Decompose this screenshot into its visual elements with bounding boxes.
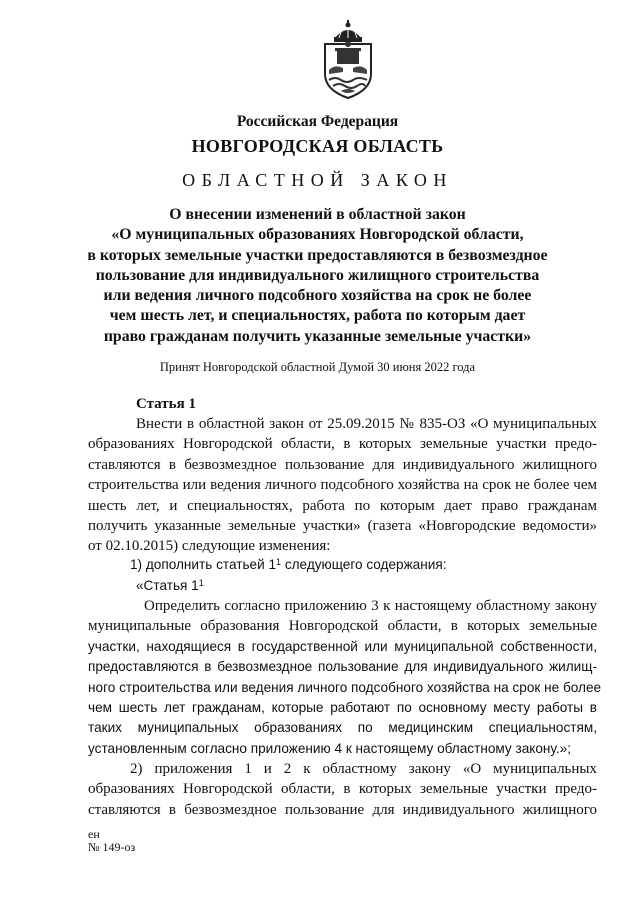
law-title	[0, 205, 635, 347]
text-line: Внести в областной закон от 25.09.2015 № 835-ОЗ «О муниципальных	[136, 416, 597, 432]
text-line: от 02.10.2015) следующие изменения:	[88, 538, 331, 555]
text-line: установленным согласно приложению 4 к настоящему областному закону.»;	[88, 740, 571, 756]
country-name: Российская Федерация	[236, 113, 399, 130]
list-item-1	[88, 555, 597, 575]
text-line: ставляются в безвозмездное пользование для индивидуального жилищного	[88, 456, 597, 473]
footer	[88, 828, 135, 854]
law-type: ОБЛАСТНОЙ ЗАКОН	[182, 170, 453, 190]
novgorod-coat-of-arms-icon	[315, 20, 381, 100]
text-line: ставляются в безвозмездное пользование для индивидуального жилищного	[88, 801, 597, 818]
quote-heading-text: «Статья 1	[136, 578, 199, 593]
text-line: строительства или ведения личного подсобного хозяйства на срок не более чем	[88, 477, 597, 494]
text-line	[88, 555, 597, 575]
law-title-line: «О муниципальных образованиях Новгородской области,	[111, 226, 524, 244]
paragraph-item-2	[88, 759, 597, 820]
text-line: образованиях Новгородской области, в которых земельные участки предо-	[88, 781, 597, 798]
footer-initials: ен	[88, 827, 100, 841]
text-line: получить указанные земельные участки» (газета «Новгородские ведомости»	[88, 517, 597, 534]
law-title-line: право гражданам получить указанные земельные участки»	[103, 327, 532, 345]
article-heading: Статья 1	[136, 396, 196, 412]
text-line: участки, находящиеся в государственной или муниципальной собственности,	[88, 638, 597, 654]
superscript: 1	[276, 557, 282, 567]
law-title-line: пользование для индивидуального жилищного строительства	[95, 266, 540, 284]
text-line: чем шесть лет гражданам, которые работают по основному месту работы в	[88, 699, 597, 715]
law-title-line: чем шесть лет, и специальностях, работа по которым дает	[109, 307, 526, 325]
item-text: 1) дополнить статьей 1	[130, 557, 277, 572]
text-line: ного строительства или ведения личного подсобного хозяйства на срок не более	[88, 679, 602, 695]
text-line: таких муниципальных образованиях по медицинским специальностям,	[88, 720, 597, 736]
adoption-note: Принят Новгородской областной Думой 30 июня 2022 года	[159, 360, 476, 374]
paragraph-amendment	[88, 414, 597, 557]
item-text-tail: следующего содержания:	[281, 557, 447, 572]
law-title-line: или ведения личного подсобного хозяйства на срок не более	[103, 287, 532, 305]
law-title-line: О внесении изменений в областной закон	[169, 206, 466, 223]
text-line: 2) приложения 1 и 2 к областному закону «О муниципальных	[130, 761, 597, 777]
text-line: муниципальные образования Новгородской области, в которых земельные	[88, 618, 597, 635]
region-name: НОВГОРОДСКАЯ ОБЛАСТЬ	[191, 136, 444, 156]
quote-heading	[88, 576, 597, 596]
text-line: шесть лет, и специальностях, работа по которым дает право гражданам	[88, 497, 597, 514]
paragraph-new-article	[88, 596, 602, 759]
text-line	[88, 576, 597, 596]
text-line: Определить согласно приложению 3 к настоящему областному закону	[144, 598, 597, 614]
text-line: образованиях Новгородской области, в которых земельные участки предо-	[88, 436, 597, 453]
text-line: предоставляются в безвозмездное пользование для индивидуального жилищ-	[88, 659, 597, 675]
footer-number: № 149-оз	[88, 840, 136, 854]
superscript: 1	[198, 578, 204, 588]
law-title-line: в которых земельные участки предоставляются в безвозмездное	[87, 246, 548, 264]
